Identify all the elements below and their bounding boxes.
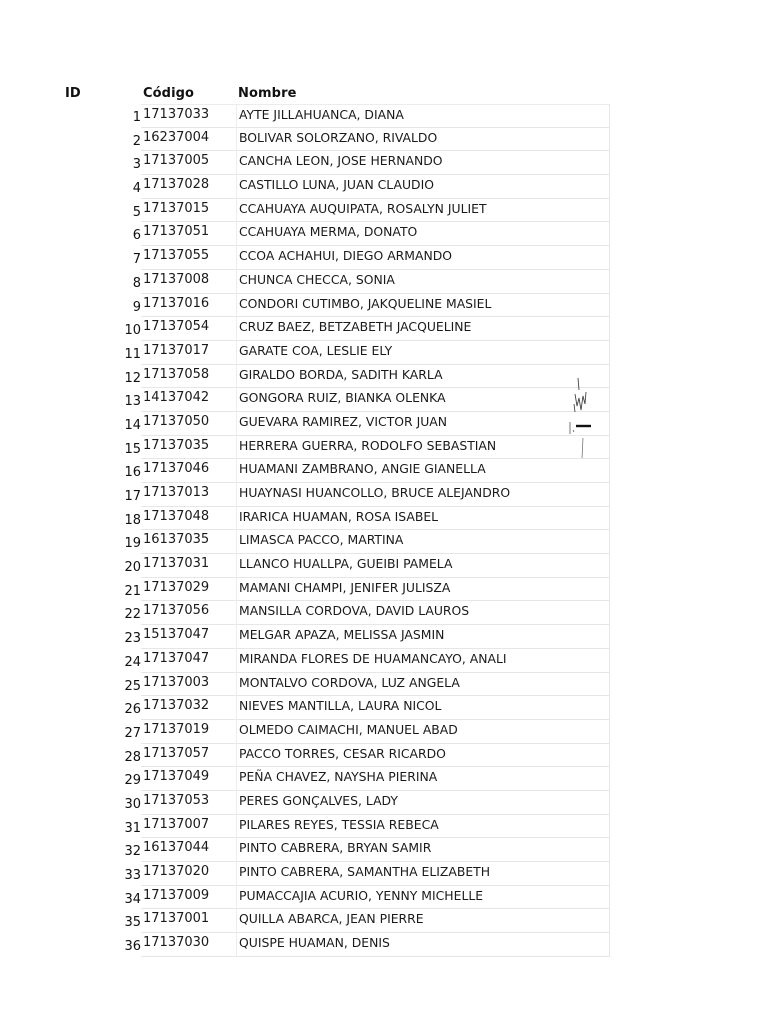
table-row (0, 791, 768, 815)
row-code: 17137030 (141, 933, 237, 957)
row-code: 17137009 (141, 886, 237, 910)
row-name: PERES GONÇALVES, LADY (237, 791, 610, 815)
row-code: 16137044 (141, 838, 237, 862)
row-name: HUAYNASI HUANCOLLO, BRUCE ALEJANDRO (237, 483, 610, 507)
table-row (0, 128, 768, 152)
row-code: 17137055 (141, 246, 237, 270)
row-name: IRARICA HUAMAN, ROSA ISABEL (237, 507, 610, 531)
row-id: 23 (124, 631, 141, 647)
table-row (0, 601, 768, 625)
row-name: CHUNCA CHECCA, SONIA (237, 270, 610, 294)
row-name: CCAHUAYA MERMA, DONATO (237, 222, 610, 246)
handwritten-mark-icon (566, 376, 596, 462)
table-row (0, 270, 768, 294)
row-id: 12 (124, 370, 141, 386)
row-id: 17 (124, 489, 141, 504)
row-id: 6 (132, 228, 141, 244)
row-id: 16 (124, 465, 141, 481)
row-name: CANCHA LEON, JOSE HERNANDO (237, 151, 610, 175)
table-row (0, 909, 768, 933)
table-row (0, 744, 768, 768)
row-code: 17137028 (141, 175, 237, 199)
row-name: BOLIVAR SOLORZANO, RIVALDO (237, 128, 610, 152)
row-code: 17137035 (141, 436, 237, 460)
row-code: 17137048 (141, 507, 237, 531)
row-name: NIEVES MANTILLA, LAURA NICOL (237, 696, 610, 720)
row-name: CONDORI CUTIMBO, JAKQUELINE MASIEL (237, 294, 610, 318)
table-row (0, 886, 768, 910)
table-row (0, 933, 768, 957)
row-id: 28 (124, 749, 141, 765)
table-row (0, 767, 768, 791)
row-code: 17137057 (141, 744, 237, 768)
header-id: ID (65, 86, 81, 101)
row-name: AYTE JILLAHUANCA, DIANA (237, 104, 610, 128)
row-id: 14 (124, 417, 141, 433)
row-name: PINTO CABRERA, BRYAN SAMIR (237, 838, 610, 862)
table-row (0, 412, 768, 436)
row-code: 17137005 (141, 151, 237, 175)
row-name: GUEVARA RAMIREZ, VICTOR JUAN (237, 412, 610, 436)
table-row (0, 838, 768, 862)
row-code: 17137049 (141, 767, 237, 791)
row-id: 7 (132, 252, 141, 268)
row-id: 33 (124, 868, 141, 883)
row-name: HUAMANI ZAMBRANO, ANGIE GIANELLA (237, 459, 610, 483)
row-id: 11 (124, 346, 141, 362)
row-code: 16237004 (141, 128, 237, 152)
row-id: 21 (124, 583, 141, 599)
row-code: 17137013 (141, 483, 237, 507)
row-name: PINTO CABRERA, SAMANTHA ELIZABETH (237, 862, 610, 886)
row-code: 17137003 (141, 673, 237, 697)
row-id: 32 (124, 844, 141, 860)
row-id: 31 (124, 820, 141, 836)
row-name: MAMANI CHAMPI, JENIFER JULISZA (237, 578, 610, 602)
header-name: Nombre (238, 86, 297, 101)
row-code: 14137042 (141, 388, 237, 412)
row-id: 19 (124, 536, 141, 552)
row-name: LLANCO HUALLPA, GUEIBI PAMELA (237, 554, 610, 578)
table-row (0, 436, 768, 460)
row-code: 17137047 (141, 649, 237, 673)
row-code: 17137053 (141, 791, 237, 815)
row-code: 17137054 (141, 317, 237, 341)
table-row (0, 649, 768, 673)
row-name: CRUZ BAEZ, BETZABETH JACQUELINE (237, 317, 610, 341)
table-row (0, 151, 768, 175)
table-row (0, 554, 768, 578)
table-row (0, 175, 768, 199)
row-id: 10 (124, 323, 141, 339)
row-id: 30 (124, 796, 141, 812)
row-code: 17137032 (141, 696, 237, 720)
row-id: 3 (132, 157, 141, 173)
row-name: QUISPE HUAMAN, DENIS (237, 933, 610, 957)
row-id: 18 (124, 512, 141, 528)
row-code: 17137058 (141, 365, 237, 389)
table-row (0, 199, 768, 223)
table-row (0, 507, 768, 531)
table-row (0, 673, 768, 697)
row-id: 29 (124, 773, 141, 789)
table-row (0, 483, 768, 507)
row-code: 17137017 (141, 341, 237, 365)
row-name: HERRERA GUERRA, RODOLFO SEBASTIAN (237, 436, 610, 460)
row-name: CCOA ACHAHUI, DIEGO ARMANDO (237, 246, 610, 270)
row-name: MANSILLA CORDOVA, DAVID LAUROS (237, 601, 610, 625)
row-id: 27 (124, 725, 141, 741)
row-id: 2 (132, 133, 141, 149)
row-code: 17137016 (141, 294, 237, 318)
table-row (0, 459, 768, 483)
row-code: 15137047 (141, 625, 237, 649)
row-id: 4 (132, 181, 141, 197)
row-code: 17137007 (141, 815, 237, 839)
row-name: CASTILLO LUNA, JUAN CLAUDIO (237, 175, 610, 199)
row-id: 5 (132, 204, 141, 220)
row-code: 17137031 (141, 554, 237, 578)
row-id: 34 (124, 891, 141, 907)
row-id: 25 (124, 678, 141, 694)
row-code: 17137001 (141, 909, 237, 933)
row-name: PACCO TORRES, CESAR RICARDO (237, 744, 610, 768)
row-id: 36 (124, 939, 141, 955)
row-id: 22 (124, 607, 141, 623)
table-row (0, 104, 768, 128)
row-name: MELGAR APAZA, MELISSA JASMIN (237, 625, 610, 649)
row-id: 20 (124, 560, 141, 576)
row-code: 17137015 (141, 199, 237, 223)
table-row (0, 317, 768, 341)
row-name: QUILLA ABARCA, JEAN PIERRE (237, 909, 610, 933)
row-name: PILARES REYES, TESSIA REBECA (237, 815, 610, 839)
row-code: 17137033 (141, 104, 237, 128)
table-row (0, 222, 768, 246)
row-name: GARATE COA, LESLIE ELY (237, 341, 610, 365)
row-code: 17137019 (141, 720, 237, 744)
row-id: 13 (124, 394, 141, 410)
row-name: LIMASCA PACCO, MARTINA (237, 530, 610, 554)
row-code: 17137051 (141, 222, 237, 246)
row-id: 9 (132, 299, 141, 315)
row-name: PUMACCAJIA ACURIO, YENNY MICHELLE (237, 886, 610, 910)
row-name: CCAHUAYA AUQUIPATA, ROSALYN JULIET (237, 199, 610, 223)
student-table (0, 104, 768, 957)
table-row (0, 815, 768, 839)
header-code: Código (143, 86, 195, 101)
row-id: 26 (124, 702, 141, 718)
row-id: 24 (124, 654, 141, 670)
row-id: 15 (124, 441, 141, 457)
row-id: 35 (124, 915, 141, 931)
table-row (0, 365, 768, 389)
table-row (0, 246, 768, 270)
row-name: PEÑA CHAVEZ, NAYSHA PIERINA (237, 767, 610, 791)
row-name: MONTALVO CORDOVA, LUZ ANGELA (237, 673, 610, 697)
row-code: 17137050 (141, 412, 237, 436)
row-name: MIRANDA FLORES DE HUAMANCAYO, ANALI (237, 649, 610, 673)
row-name: OLMEDO CAIMACHI, MANUEL ABAD (237, 720, 610, 744)
table-row (0, 294, 768, 318)
table-row (0, 720, 768, 744)
row-id: 8 (132, 275, 141, 291)
table-row (0, 696, 768, 720)
row-code: 17137020 (141, 862, 237, 886)
table-row (0, 341, 768, 365)
row-id: 1 (132, 110, 141, 125)
table-row (0, 578, 768, 602)
table-row (0, 388, 768, 412)
table-row (0, 862, 768, 886)
row-code: 16137035 (141, 530, 237, 554)
row-name: GIRALDO BORDA, SADITH KARLA (237, 365, 610, 389)
table-row (0, 530, 768, 554)
row-code: 17137008 (141, 270, 237, 294)
row-code: 17137056 (141, 601, 237, 625)
row-code: 17137029 (141, 578, 237, 602)
table-row (0, 625, 768, 649)
row-name: GONGORA RUIZ, BIANKA OLENKA (237, 388, 610, 412)
row-code: 17137046 (141, 459, 237, 483)
